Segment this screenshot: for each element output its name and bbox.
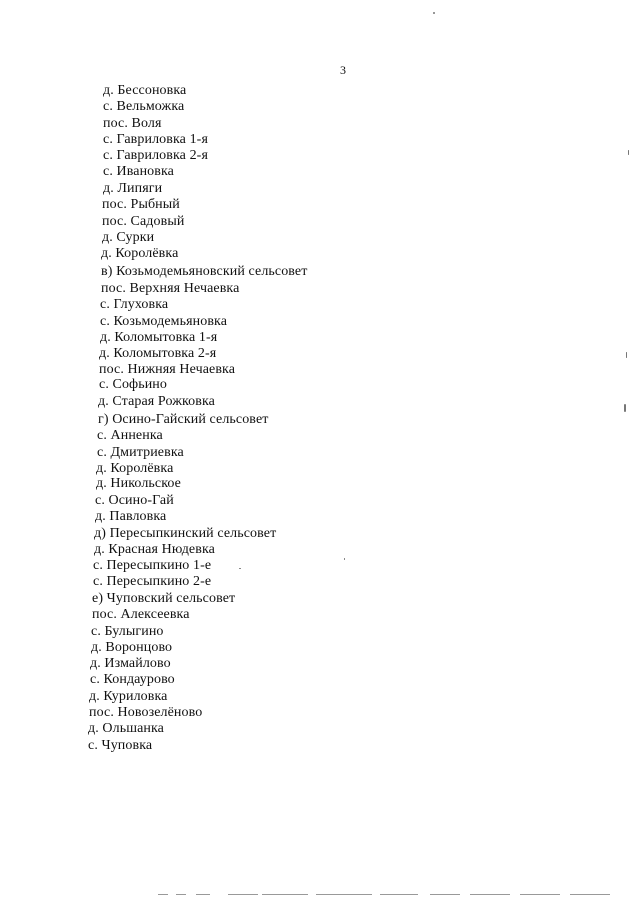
list-item: с. Булыгино — [91, 624, 164, 639]
list-item: д. Бессоновка — [103, 83, 187, 98]
list-item: д. Коломытовка 1-я — [100, 330, 218, 345]
list-item: пос. Рыбный — [102, 197, 180, 212]
scan-speck — [433, 12, 435, 14]
list-item: д. Липяги — [103, 181, 163, 196]
list-item: с. Козьмодемьяновка — [100, 314, 228, 329]
section-heading: д) Пересыпкинский сельсовет — [94, 526, 277, 541]
list-item: д. Куриловка — [89, 689, 168, 704]
list-item: пос. Новозелёново — [89, 705, 203, 720]
list-item: д. Измайлово — [90, 656, 171, 671]
list-item: с. Ивановка — [103, 164, 174, 179]
list-item: пос. Алексеевка — [92, 607, 190, 622]
list-item: пос. Садовый — [102, 214, 185, 229]
list-item: пос. Нижняя Нечаевка — [99, 362, 236, 377]
list-item: д. Королёвка — [101, 246, 179, 261]
list-item: д. Никольское — [96, 476, 181, 491]
section-heading: в) Козьмодемьяновский сельсовет — [101, 264, 308, 279]
section-heading: г) Осино-Гайский сельсовет — [98, 412, 269, 427]
scan-dash — [228, 894, 258, 895]
scan-dash — [470, 894, 510, 895]
list-item: д. Воронцово — [91, 640, 173, 655]
scan-speck — [626, 352, 627, 358]
scan-speck — [624, 404, 626, 412]
list-item: с. Осино-Гай — [95, 493, 174, 508]
list-item: с. Вельможка — [103, 99, 185, 114]
scan-dash — [570, 894, 610, 895]
scan-speck — [239, 568, 241, 569]
scan-speck — [344, 558, 345, 560]
scan-dash — [430, 894, 460, 895]
list-item: с. Пересыпкино 1-е — [93, 558, 212, 573]
list-item: д. Ольшанка — [88, 721, 164, 736]
scan-dash — [262, 894, 308, 895]
scan-dash — [196, 894, 210, 895]
page-number: 3 — [340, 63, 346, 77]
list-item: с. Гавриловка 2-я — [103, 148, 208, 163]
list-item: д. Королёвка — [96, 461, 174, 476]
scan-dash — [380, 894, 418, 895]
scan-speck — [628, 150, 629, 155]
list-item: с. Дмитриевка — [97, 445, 184, 460]
scan-dash — [316, 894, 372, 895]
section-heading: е) Чуповский сельсовет — [92, 591, 236, 606]
list-item: с. Кондаурово — [90, 672, 175, 687]
list-item: д. Павловка — [95, 509, 167, 524]
scan-dash — [158, 894, 168, 895]
list-item: с. Гавриловка 1-я — [103, 132, 208, 147]
scan-dash — [176, 894, 186, 895]
list-item: д. Сурки — [102, 230, 155, 245]
list-item: с. Чуповка — [88, 738, 153, 753]
list-item: с. Пересыпкино 2-е — [93, 574, 212, 589]
scan-dash — [520, 894, 560, 895]
list-item: с. Глуховка — [100, 297, 169, 312]
list-item: пос. Верхняя Нечаевка — [101, 281, 240, 296]
list-item: д. Красная Нюдевка — [94, 542, 215, 557]
list-item: с. Анненка — [97, 428, 163, 443]
list-item: пос. Воля — [103, 116, 162, 131]
list-item: д. Старая Рожковка — [98, 394, 215, 409]
list-item: д. Коломытовка 2-я — [99, 346, 217, 361]
list-item: с. Софьино — [99, 377, 167, 392]
